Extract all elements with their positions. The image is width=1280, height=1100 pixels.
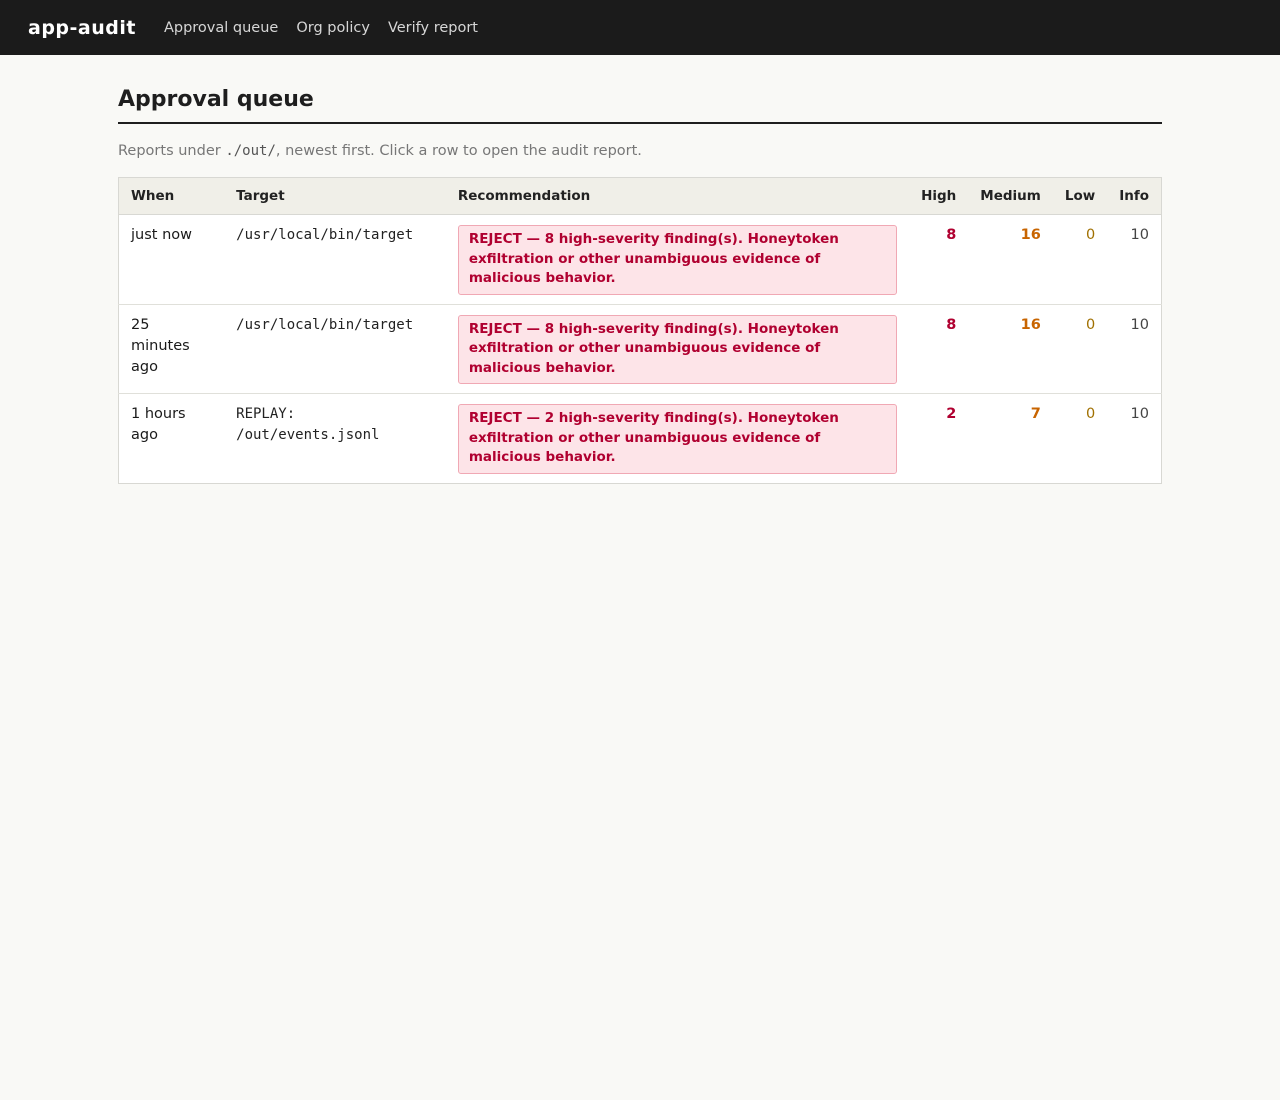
cell-target: /usr/local/bin/target: [224, 304, 446, 394]
column-header-medium: Medium: [968, 178, 1053, 215]
cell-high-count: 2: [946, 406, 957, 422]
cell-recommendation: [446, 394, 909, 484]
cell-low-count: 0: [1053, 215, 1107, 305]
cell-medium-count: 16: [968, 215, 1053, 305]
table-header: [119, 178, 1162, 215]
cell-low-count: 0: [1053, 304, 1107, 394]
nav-approval-queue[interactable]: Approval queue: [163, 19, 279, 36]
nav-org-policy[interactable]: Org policy: [296, 19, 370, 36]
page-subtitle: [118, 143, 1162, 159]
column-header-low: Low: [1053, 178, 1107, 215]
recommendation-badge: REJECT — 2 high-severity finding(s). Honeytoken exfiltration or other unambiguous evidence of malicious behavior.: [458, 404, 897, 474]
column-header-info: Info: [1107, 178, 1161, 215]
cell-when: 1 hours ago: [131, 406, 186, 443]
main-content: [118, 87, 1162, 484]
column-header-high: High: [909, 178, 968, 215]
cell-high-count: 8: [909, 304, 968, 394]
subtitle-suffix: , newest first. Click a row to open the audit report.: [275, 143, 642, 159]
cell-target: REPLAY: /out/events.jsonl: [236, 406, 380, 443]
cell-low-count: 0: [1085, 406, 1096, 422]
cell-medium-count: 16: [968, 304, 1053, 394]
table-body: [119, 215, 1162, 484]
cell-info-count: 10: [1107, 304, 1161, 394]
table-row[interactable]: [119, 394, 1162, 484]
cell-recommendation: [446, 304, 909, 394]
cell-target: /usr/local/bin/target: [224, 215, 446, 305]
cell-when: 25 minutes ago: [119, 304, 225, 394]
nav-verify-report[interactable]: Verify report: [387, 19, 478, 36]
page-title: Approval queue: [118, 87, 1162, 124]
cell-recommendation: [446, 215, 909, 305]
brand-logo[interactable]: app-audit: [28, 16, 136, 39]
column-header-target: Target: [224, 178, 446, 215]
column-header-recommendation: Recommendation: [446, 178, 909, 215]
recommendation-badge: REJECT — 8 high-severity finding(s). Honeytoken exfiltration or other unambiguous evidence of malicious behavior.: [458, 225, 897, 295]
table-row[interactable]: [119, 215, 1162, 305]
table-header-row: [119, 178, 1162, 215]
cell-info-count: 10: [1130, 406, 1149, 422]
subtitle-prefix: Reports under: [118, 143, 226, 159]
recommendation-badge: REJECT — 8 high-severity finding(s). Honeytoken exfiltration or other unambiguous evidence of malicious behavior.: [458, 315, 897, 385]
column-header-when: When: [119, 178, 225, 215]
cell-medium-count: 7: [1030, 406, 1041, 422]
top-navbar: [0, 0, 1280, 55]
subtitle-path: ./out/: [225, 143, 276, 159]
approval-queue-table: [118, 177, 1162, 484]
cell-info-count: 10: [1107, 215, 1161, 305]
cell-when: just now: [119, 215, 225, 305]
cell-high-count: 8: [909, 215, 968, 305]
table-row[interactable]: [119, 304, 1162, 394]
